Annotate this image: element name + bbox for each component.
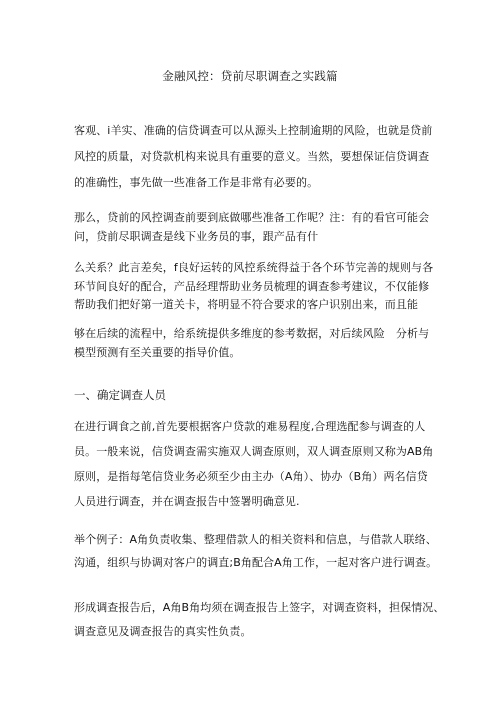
document-title: 金融风控：贷前尽职调查之实践篇 bbox=[162, 69, 338, 83]
answer-paragraph bbox=[74, 259, 434, 315]
section-paragraph-principle bbox=[74, 414, 434, 514]
question-paragraph bbox=[74, 209, 434, 246]
paragraph-line: 客观、i羊实、准确的信贷调查可以从源头上控制逾期的风险，也就是贷前 bbox=[74, 124, 433, 137]
paragraph-line: 那么，贷前的风控调查前要到底做哪些准备工作呢？注：有的看官可能会 bbox=[74, 211, 430, 224]
paragraph-line: 环节间良好的配合，产品经理帮助业务员梳理的调查参考建议，不仅能修 bbox=[74, 279, 430, 293]
value-paragraph bbox=[74, 325, 434, 362]
paragraph-line: 模型预测有至关重要的指导价值。 bbox=[74, 345, 241, 359]
intro-paragraph bbox=[74, 118, 434, 196]
paragraph-line: 调查意见及调查报告的真实性负责。 bbox=[74, 625, 252, 638]
paragraph-line: 原则，是指每笔信贷业务必须至少由主办（A角）、协办（B角）两名信贷 bbox=[74, 470, 428, 483]
paragraph-line: 形成调查报告后，A角B角均须在调查报告上签字，对调查资料，担保情况、 bbox=[74, 601, 445, 614]
paragraph-line: 么关系？此言差矣，f良好运转的风控系统得益于各个环节完善的规则与各 bbox=[74, 261, 434, 274]
paragraph-line: 在进行调食之前,首先要根据客户贷款的难易程度,合理选配参与调查的人 bbox=[74, 420, 426, 433]
section-paragraph-report bbox=[74, 596, 445, 644]
paragraph-line: 帮助我们把好第一道关卡，将明显不符合要求的客户识别出来，而且能 bbox=[74, 298, 419, 311]
paragraph-line: 举个例子：A角负责收集、整理借款人的相关资料和信息，与借款人联络、 bbox=[74, 533, 437, 546]
paragraph-line: 沟通，组织与协调对客户的调直;B角配合A角工作，一起对客户进行调查。 bbox=[74, 556, 438, 569]
paragraph-line: 员。一般来说，信贷调查需实施双人调查原则，双人调查原则又称为AB角 bbox=[74, 445, 434, 458]
section-paragraph-example bbox=[74, 528, 438, 574]
paragraph-line: 的准确性，事先做一些准备工作是非常有必要的。 bbox=[74, 176, 319, 189]
paragraph-line: 够在后续的流程中，给系统提供多维度的参考数据，对后续风险 分析与 bbox=[74, 327, 430, 340]
section-heading: 一、确定调查人员 bbox=[74, 388, 166, 402]
paragraph-line: 问，贷前尽职调查是线下业务员的事，跟产品有什 bbox=[74, 229, 319, 243]
paragraph-line: 人员进行调查，并在调查报告中签署明确意见. bbox=[74, 495, 300, 508]
paragraph-line: 风控的质量，对贷款机构来说具有重要的意义。当然，要想保证信贷调查 bbox=[74, 150, 430, 163]
